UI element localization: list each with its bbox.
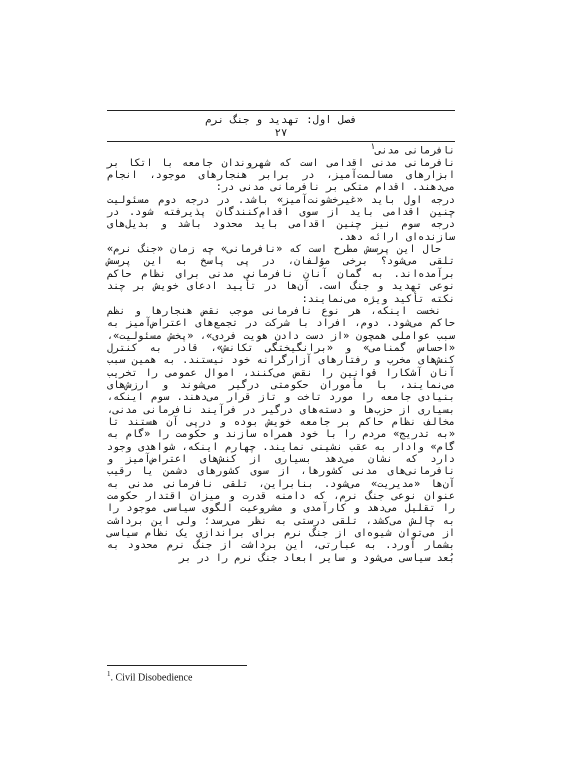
chapter-title: فصل اول: تهدید و جنگ نرم <box>205 114 357 126</box>
paragraph-4: نخست اینکه، هر نوع نافرمانی موجب نقض هنجارها و نظم حاکم می‌شود. دوم، افراد با شرکت در تجمع‌های اعتراض‌آمیز به سبب عواملی همچون «از دست دادن هویت فردی»، «پخش مسئولیت»، «احساس گمنامی» و «برانگیختگی تکانش»، قادر به کنترل کنش‌های مخرب و رفتارهای آزارگرانه خود نیستند. به همین سبب آنان آشکارا قوانین را نقض می‌کنند، اموال عمومی را تخریب می‌نمایند، با مأموران حکومتی درگیر می‌شوند و ارزش‌های بنیادی جامعه را مورد تاخت و تاز قرار می‌دهند. سوم اینکه، بسیاری از حزب‌ها و دسته‌های درگیر در فرآیند نافرمانی مدنی، مخالف نظام حاکم بر جامعه خویش بوده و درپی آن هستند تا «به تدریج» مردم را با خود همراه سازند و حکومت را «گام به گام» وادار به عقب نشینی نمایند. چهارم اینکه، شواهدی وجود دارد که نشان می‌دهد بسیاری از کنش‌های اعتراض‌آمیز و نافرمانی‌های مدنی کشورها، از سوی کشورهای دشمن یا رقیب آن‌ها «مدیریت» می‌شود. بنابراین، تلقی نافرمانی مدنی به عنوان نوعی جنگ نرم، که دامنه قدرت و میزان اقتدار حکومت را تقلیل می‌دهد و کارآمدی و مشروعیت الگوی سیاسی موجود را به چالش می‌کشد، تلقی درستی به نظر می‌رسد؛ ولی این برداشت از می‌توان شیوه‌ای از جنگ نرم برای براندازی یک نظام سیاسی بشمار آورد. به عبارتی، این برداشت از جنگ نرم محدود به بُعد سیاسی می‌شود و سایر ابعاد جنگ نرم را در بر <box>107 305 455 564</box>
page-header <box>107 110 455 142</box>
body-text <box>107 141 455 565</box>
paragraph-2: درجه اول باید «غیرخشونت‌آمیز» باشد. در درجه دوم مسئولیت چنین اقدامی باید از سوی اقدام‌کنندگان پذیرفته شود. در درجه سوم نیز چنین اقدامی باید محدود باشد و بدیل‌های سازنده‌ای ارائه دهد. <box>107 194 455 243</box>
page-number: ۲۷ <box>274 127 288 139</box>
footnote-text: Civil Disobedience <box>115 672 193 684</box>
footnote-rule <box>107 665 247 666</box>
section-title <box>107 141 455 158</box>
section-title-text: نافرمانی مدنی <box>375 145 455 157</box>
paragraph-3: حال این پرسش مطرح است که «نافرمانی» چه زمان «جنگ نرم» تلقی می‌شود؟ برخی مؤلفان، در پی پاسخ به این پرسش برآمده‌اند. به گمان آنان نافرمانی مدنی برای نظام حاکم نوعی تهدید و جنگ است. آن‌ها در تأیید ادعای خویش بر چند نکته تأکید ویژه می‌نمایند: <box>107 244 455 305</box>
footnote-ref: ۱ <box>370 142 376 152</box>
footnote: $^1$. Civil Disobedience <box>107 670 193 684</box>
footnote-number: 1 <box>107 670 111 678</box>
paragraph-1: نافرمانی مدنی اقدامی است که شهروندان جامعه با اتکا بر ابزارهای مسالمت‌آمیز، در برابر هنجارهای موجود، انجام می‌دهند. اقدام متکی بر نافرمانی مدنی در: <box>107 157 455 194</box>
